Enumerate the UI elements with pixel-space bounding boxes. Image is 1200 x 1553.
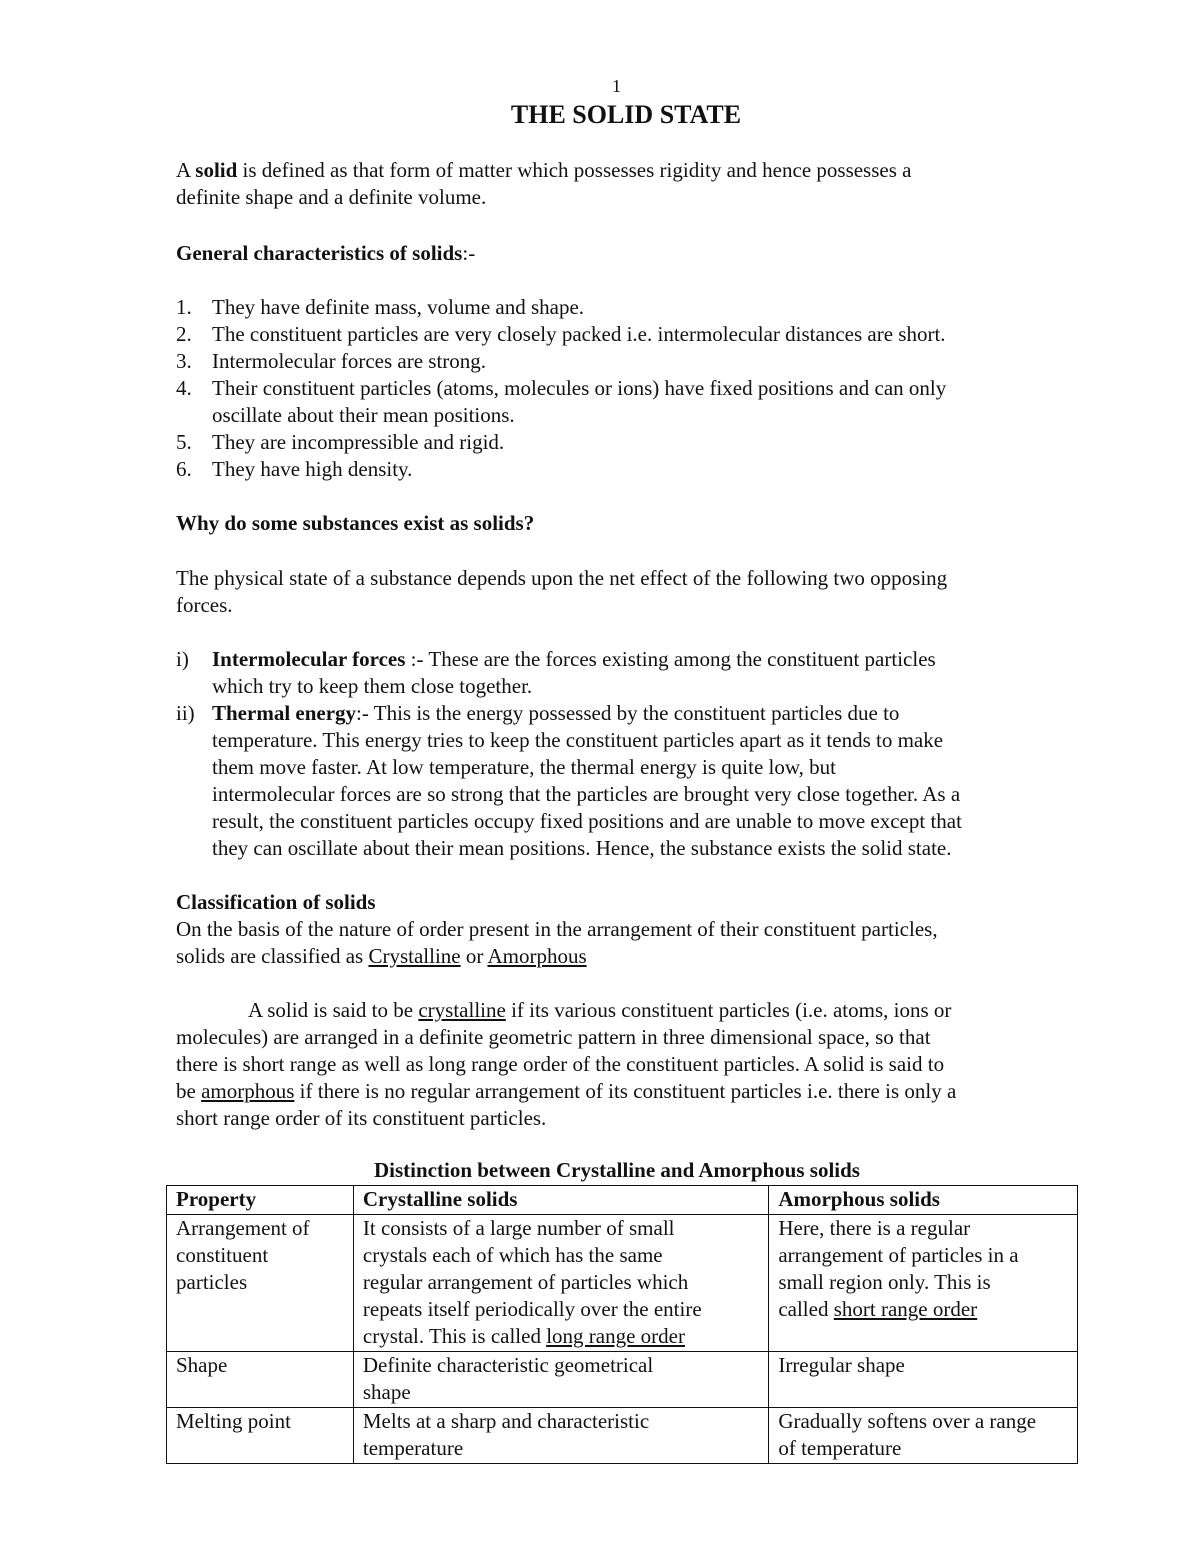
cell-text: called: [778, 1297, 834, 1321]
short-range-order-term: short range order: [833, 1297, 978, 1321]
cell-line: regular arrangement of particles which: [362, 1270, 689, 1294]
force-ii-line: they can oscillate about their mean positions. Hence, the substance exists the solid state.: [212, 836, 952, 860]
force-ii-term: Thermal energy: [212, 701, 357, 725]
header-property: Property: [167, 1186, 354, 1215]
list-text: Intermolecular forces are strong.: [212, 349, 487, 373]
para-line-4: [176, 1078, 956, 1105]
intro-solid-term: solid: [195, 158, 238, 182]
cell-line: repeats itself periodically over the entire: [362, 1297, 702, 1321]
list-number: 4.: [176, 376, 192, 400]
cell-line: crystals each of which has the same: [362, 1243, 663, 1267]
amorphous-underlined: amorphous: [201, 1079, 295, 1103]
cell-line: [363, 1323, 760, 1350]
para-text: if its various constituent particles (i.e. atoms, ions or: [505, 998, 952, 1022]
distinction-table: [166, 1185, 1078, 1464]
intro-line-1: [176, 157, 911, 184]
table-row: [167, 1215, 1078, 1352]
cell-line: small region only. This is: [778, 1270, 991, 1294]
general-heading: [176, 240, 475, 267]
cell-line: particles: [176, 1270, 248, 1294]
table-header-row: [167, 1186, 1078, 1215]
header-crystalline: Crystalline solids: [353, 1186, 768, 1215]
cell-line: It consists of a large number of small: [362, 1216, 675, 1240]
cell-line: of temperature: [778, 1436, 902, 1460]
list-item-continuation: [176, 402, 515, 429]
cell-line: Definite characteristic geometrical: [362, 1353, 654, 1377]
list-text: Their constituent particles (atoms, molecules or ions) have fixed positions and can only: [212, 376, 947, 400]
list-number: 1.: [176, 295, 192, 319]
force-ii-line: intermolecular forces are so strong that the particles are brought very close together. As a: [212, 782, 961, 806]
force-ii-rest: :- This is the energy possessed by the constituent particles due to: [356, 701, 900, 725]
cell-line: shape: [362, 1380, 411, 1404]
cell-line: Gradually softens over a range: [778, 1409, 1037, 1433]
force-ii-line: result, the constituent particles occupy fixed positions and are unable to move except that: [212, 809, 962, 833]
force-ii-number: ii): [176, 701, 195, 725]
para-line-2: molecules) are arranged in a definite geometric pattern in three dimensional space, so that: [176, 1025, 931, 1049]
long-range-order-term: long range order: [546, 1324, 685, 1348]
list-number: 3.: [176, 349, 192, 373]
table-row: [167, 1352, 1078, 1408]
para-text: A solid is said to be: [248, 998, 419, 1022]
list-text: They have high density.: [212, 457, 413, 481]
force-i-number: i): [176, 647, 189, 671]
why-heading: Why do some substances exist as solids?: [176, 511, 535, 535]
classification-line-1: On the basis of the nature of order present in the arrangement of their constituent particles,: [176, 917, 938, 941]
list-number: 5.: [176, 430, 192, 454]
general-heading-text: General characteristics of solids: [176, 241, 463, 265]
crystalline-term: Crystalline: [368, 944, 461, 968]
page-number: 1: [612, 76, 621, 96]
classification-pre: solids are classified as: [176, 944, 369, 968]
force-i-term: Intermolecular forces: [212, 647, 406, 671]
list-item: [176, 348, 486, 375]
list-item: [176, 456, 412, 483]
force-i-rest: :- These are the forces existing among the constituent particles: [405, 647, 936, 671]
cell-line: Here, there is a regular: [778, 1216, 971, 1240]
intro-a: A: [176, 158, 196, 182]
force-i: [176, 646, 936, 673]
para-line-1: [248, 997, 951, 1024]
force-ii: [176, 700, 899, 727]
force-ii-line: them move faster. At low temperature, the thermal energy is quite low, but: [212, 755, 837, 779]
force-ii-line: temperature. This energy tries to keep the constituent particles apart as it tends to make: [212, 728, 944, 752]
para-line-3: there is short range as well as long range order of the constituent particles. A solid is said to: [176, 1052, 945, 1076]
intro-rest: is defined as that form of matter which possesses rigidity and hence possesses a: [237, 158, 912, 182]
list-text: They have definite mass, volume and shape.: [212, 295, 585, 319]
cell-property: Melting point: [167, 1408, 354, 1464]
table-row: [167, 1408, 1078, 1464]
intro-line-2: definite shape and a definite volume.: [176, 185, 487, 209]
crystalline-underlined: crystalline: [418, 998, 506, 1022]
para-text: be: [176, 1079, 202, 1103]
amorphous-term: Amorphous: [487, 944, 587, 968]
force-i-line-2: which try to keep them close together.: [212, 674, 533, 698]
cell-crystalline: [353, 1215, 768, 1352]
or-word: or: [460, 944, 488, 968]
cell-line: constituent: [176, 1243, 269, 1267]
list-number: 6.: [176, 457, 192, 481]
cell-amorphous: [769, 1408, 1078, 1464]
cell-crystalline: [353, 1352, 768, 1408]
para-line-5: short range order of its constituent particles.: [176, 1106, 547, 1130]
cell-line: Arrangement of: [176, 1216, 310, 1240]
header-amorphous: Amorphous solids: [769, 1186, 1078, 1215]
cell-line: Melts at a sharp and characteristic: [362, 1409, 650, 1433]
list-text: The constituent particles are very closely packed i.e. intermolecular distances are short.: [212, 322, 946, 346]
general-heading-suffix: :-: [462, 241, 476, 265]
list-number: 2.: [176, 322, 192, 346]
table-caption: Distinction between Crystalline and Amorphous solids: [374, 1158, 860, 1182]
classification-heading: Classification of solids: [176, 890, 376, 914]
list-text: They are incompressible and rigid.: [212, 430, 505, 454]
list-item: [176, 375, 946, 402]
classification-line-2: [176, 943, 587, 970]
list-item: [176, 321, 946, 348]
cell-crystalline: [353, 1408, 768, 1464]
cell-property: [167, 1215, 354, 1352]
why-line-2: forces.: [176, 593, 233, 617]
list-item: [176, 429, 504, 456]
page-title: THE SOLID STATE: [510, 100, 742, 129]
list-text: oscillate about their mean positions.: [212, 403, 515, 427]
cell-amorphous: [769, 1215, 1078, 1352]
cell-line: temperature: [362, 1436, 464, 1460]
cell-amorphous: Irregular shape: [769, 1352, 1078, 1408]
para-text: if there is no regular arrangement of its constituent particles i.e. there is only a: [294, 1079, 957, 1103]
why-line-1: The physical state of a substance depends upon the net effect of the following two opposing: [176, 566, 948, 590]
list-item: [176, 294, 584, 321]
cell-line: [778, 1296, 1069, 1323]
cell-property: Shape: [167, 1352, 354, 1408]
cell-line: arrangement of particles in a: [778, 1243, 1019, 1267]
cell-text: crystal. This is called: [362, 1324, 547, 1348]
